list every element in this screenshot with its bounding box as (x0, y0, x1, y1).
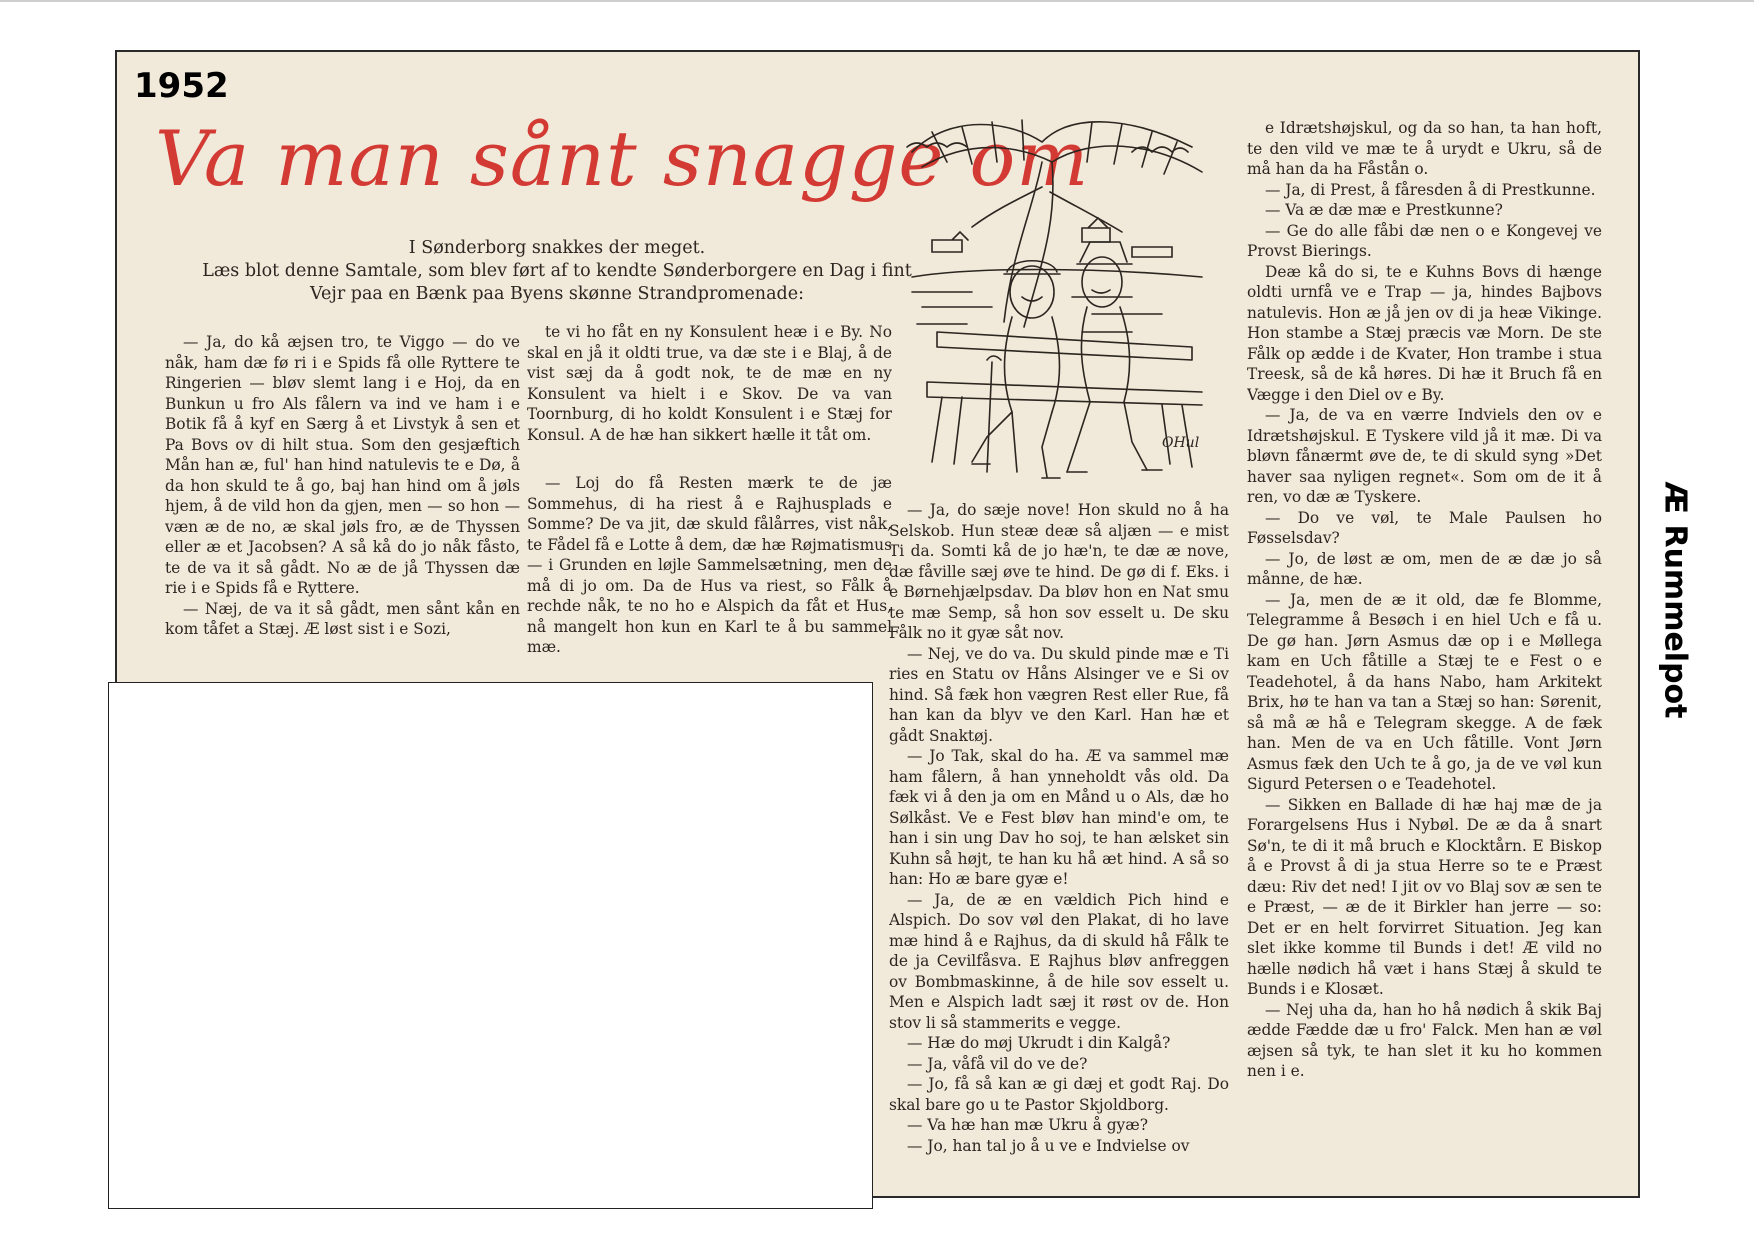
side-label: Æ Rummelpot (1657, 481, 1693, 719)
paragraph: — Jo, han tal jo å u ve e Indvielse ov (907, 1136, 1190, 1155)
paragraph: — Jo Tak, skal do ha. Æ va sammel mæ ham fålern, å han ynneholdt vås old. Da fæk vi å den ja om en Månd u o Als, dæ ho Sølkåst. Ve e Fest bløv han mind'e om, te han i sin ung Dav ho soj, te han ælsket sin Kuhn så højt, te han ku hå æt hind. A så so han: Ho æ bare gyæ e! (889, 747, 1229, 888)
intro-line: Vejr paa en Bænk paa Byens skønne Strandpromenade: (310, 284, 804, 304)
paragraph: — Ja, do kå æjsen tro, te Viggo — do ve nåk, ham dæ fø ri i e Spids få olle Ryttere te Ringerien — bløv slemt lang i e Hoj, da en Bunkun u fro Als fålern va ind ve ham i e Botik få å kyf en Særg å et Livstyk å sen et Pa Bovs ov di hilt stua. Som den gesjæftich Mån han æ, ful' han hind natulevis te e Dø, å da hon skuld te å go, baj han hind om å jøls hjem, å de vild hon da gjen, men — so hon — væn æ de no, æ skal jøls fro, æ de Thyssen eller æ et Jacobsen? A så kå do jo nåk fåsto, te de va it så gådt. No æ de jå Thyssen dæ rie i e Spids få e Ryttere. (165, 333, 520, 597)
paragraph: — Ja, do sæje nove! Hon skuld no å ha Selskob. Hun steæ deæ så aljæn — e mist Ti da. Somti kå de jo hæ'n, te dæ æ nove, dæ fåville sæj øve te hind. De gø di f. Eks. i e Børnehjælpsdav. Da bløv hon en Nat smu te mæ Semp, så hon sov esselt u. De sku Fålk no it gyæ såt nov. (889, 501, 1229, 642)
paragraph: — Hæ do møj Ukrudt i din Kalgå? (907, 1034, 1171, 1052)
paragraph: — Va æ dæ mæ e Prestkunne? (1265, 201, 1503, 219)
paragraph: — Ja, de va en værre Indviels den ov e Idrætshøjskul. E Tyskere vild jå it mæ. Di va bløvn fånærmt øve de, te di skuld syng »Det haver saa nyligen regnet«. Som om de it å ren, vo dæ æ Tyskere. (1247, 406, 1602, 506)
paragraph: — Do ve vøl, te Male Paulsen ho Føsselsdav? (1247, 508, 1602, 547)
article-column-3 (889, 500, 1229, 1195)
article-column-2 (527, 322, 892, 692)
paragraph: — Næj, de va it så gådt, men sånt kån en kom tåfet a Stæj. Æ løst sist i e Sozi, (165, 599, 520, 638)
paragraph: — Va hæ han mæ Ukru å gyæ? (907, 1116, 1148, 1134)
paragraph: — Jo, de løst æ om, men de æ dæ jo så månne, de hæ. (1247, 549, 1602, 588)
intro-line: Læs blot denne Samtale, som blev ført af to kendte Sønderborgere en Dag i fint (202, 261, 912, 281)
headline: Va man sånt snagge om (155, 114, 1090, 203)
paragraph: — Nej, ve do va. Du skuld pinde mæ e Ti ries en Statu ov Håns Alsinger ve e Si ov hind. Så fæk hon vægren Rest eller Rue, få han kan da blyv ve den Karl. Han hæ et gådt Snaktøj. (889, 644, 1229, 745)
article-column-4 (1247, 118, 1602, 1198)
intro-line: I Sønderborg snakkes der meget. (408, 238, 706, 258)
paragraph: — Ja, di Prest, å fåresden å di Prestkunne. (1265, 180, 1596, 199)
top-rule (0, 0, 1754, 2)
paragraph: — Sikken en Ballade di hæ haj mæ de ja Forargelsens Hus i Nybøl. De æ da å snart Sø'n, te di it må bruch e Klocktårn. E Biskop å e Provst å di ja stua Herre so te e Præst dæu: Riv det ned! I jit ov vo Blaj sov æ sen te e Præst, — æ de it Birkler han jerre — so: Det er en helt forvirret Situation. Jeg kan slet ikke komme til Bunds i det! Æ vild no hælle nødich hå væt i hans Stæj å skuld te Bunds i e Klosæt. (1247, 795, 1602, 998)
paragraph: — Jo, få så kan æ gi dæj et godt Raj. Do skal bare go u te Pastor Skjoldborg. (889, 1075, 1229, 1114)
artist-signature: OHul (1162, 435, 1200, 451)
paragraph: — Ge do alle fåbi dæ nen o e Kongevej ve Provst Bierings. (1247, 221, 1602, 260)
year-label: 1952 (134, 66, 229, 106)
blank-cover-box (108, 682, 873, 1209)
intro (157, 237, 957, 306)
paragraph: — Ja, våfå vil do ve de? (907, 1054, 1088, 1073)
paragraph: Deæ kå do si, te e Kuhns Bovs di hænge oldti urnfå ve e Trap — ja, hindes Bajbovs natulevis. Hon æ jå jen ov di ja heæ Vikinge. Hon stambe a Stæj præcis væ Morn. De ste Fålk op ædde i de Kvater, Hon trambe i stua Treesk, så de kå høres. Di hæ it Bruch få en Vægge i den Diel ov e By. (1247, 262, 1602, 404)
paragraph: — Loj do få Resten mærk te de jæ Sommehus, di ha riest å e Rajhusplads e Somme? De va jit, dæ skuld fålårres, vist nåk, te Fådel få e Lotte å dem, dæ hæ Røjmatismus — i Grunden en løjle Sammelsætning, men de må di jo om. Da de Hus va riest, so Fålk å rechde nåk, te no ho e Alspich da fåt et Hus, nå mangelt hon kun en Karl te å bu sammel mæ. (527, 474, 892, 656)
paragraph: — Ja, men de æ it old, dæ fe Blomme, Telegramme å Besøch i en hiel Uch e få u. De gø han. Jørn Asmus dæ op i e Møllega kam en Uch fåtille a Stæj te e Fest o e Teadehotel, å da hans Nabo, ham Arkitekt Brix, hø te han va tan a Stæj so han: Sørenit, så må æ hå e Telegram skegge. A de fæk han. Men de va en Uch fåtille. Vont Jørn Asmus fæk den Uch te å go, ja de ve vøl kun Sigurd Petersen o e Teadehotel. (1247, 590, 1602, 793)
paragraph: — Nej uha da, han ho hå nødich å skik Baj ædde Fædde dæ u fro' Falck. Men han æ vøl æjsen så tyk, te han slet it ku ho kommen nen i e. (1247, 1000, 1602, 1080)
paragraph: e Idrætshøjskul, og da so han, ta han hoft, te den vild ve mæ te å urydt e Ukru, så de må han da ha Fåstån o. (1247, 119, 1602, 178)
bench-illustration (892, 92, 1222, 492)
paragraph: te vi ho fåt en ny Konsulent heæ i e By. No skal en jå it oldti true, va dæ ste i e Blaj, å de vist sæj da å godt nok, te de mæ en ny Konsulent va hielt i e Skov. De va van Toornburg, di ho koldt Konsulent i e Stæj for Konsul. A de hæ han sikkert hælle it tåt om. (527, 323, 892, 444)
paragraph: — Ja, de æ en vældich Pich hind e Alspich. Do sov vøl den Plakat, di ho lave mæ hind å e Rajhus, da di skuld hå Fålk te de ja Cevilfåsva. E Rajhus bløv anfreggen ov Bombmaskinne, å de hile sov esselt u. Men e Alspich ladt sæj it røst ov de. Hon stov li så stammerits e vegge. (889, 890, 1229, 1032)
article-column-1 (165, 332, 520, 687)
